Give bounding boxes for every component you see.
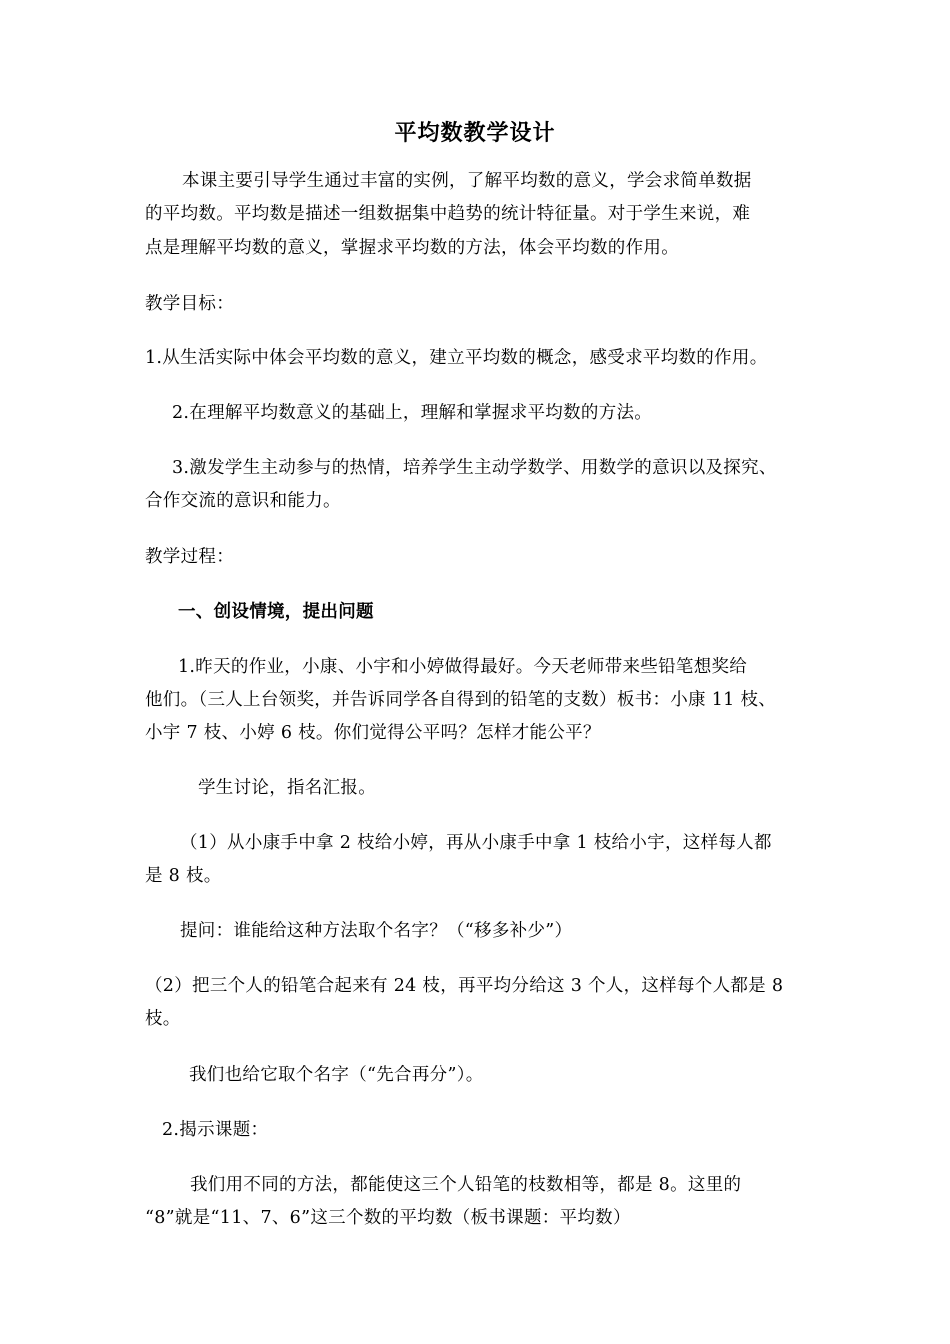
item-2-line-2: “8”就是“11、7、6”这三个数的平均数（板书课题：平均数） [145, 1208, 631, 1228]
goal-2: 2.在理解平均数意义的基础上，理解和掌握求平均数的方法。 [172, 403, 653, 423]
goals-heading: 教学目标： [145, 294, 234, 314]
goal-3-line-1: 3.激发学生主动参与的热情，培养学生主动学数学、用数学的意识以及探究、 [172, 458, 777, 478]
intro-line-1: 本课主要引导学生通过丰富的实例，了解平均数的意义，学会求简单数据 [182, 171, 752, 191]
section-1-heading: 一、创设情境，提出问题 [178, 602, 374, 622]
method-1-line-1: （1）从小康手中拿 2 枝给小婷，再从小康手中拿 1 枝给小宇，这样每人都 [180, 833, 772, 853]
document-title: 平均数教学设计 [394, 120, 556, 146]
section-1-item-1-line-2: 他们。（三人上台领奖，并告诉同学各自得到的铅笔的支数）板书：小康 11 枝、 [145, 690, 777, 710]
goal-1: 1.从生活实际中体会平均数的意义，建立平均数的概念，感受求平均数的作用。 [145, 348, 768, 368]
method-1-line-2: 是 8 枝。 [145, 866, 222, 886]
goal-3-line-2: 合作交流的意识和能力。 [145, 491, 341, 511]
method-2-line-2: 枝。 [145, 1009, 181, 1029]
method-2-line-1: （2）把三个人的铅笔合起来有 24 枝，再平均分给这 3 个人，这样每个人都是 8 [145, 976, 784, 996]
intro-line-2: 的平均数。平均数是描述一组数据集中趋势的统计特征量。对于学生来说，难 [145, 204, 751, 224]
section-1-item-1-line-3: 小宇 7 枝、小婷 6 枝。你们觉得公平吗？怎样才能公平？ [145, 723, 601, 743]
discussion-text: 学生讨论，指名汇报。 [198, 778, 376, 798]
item-2-line-1: 我们用不同的方法，都能使这三个人铅笔的枝数相等，都是 8。这里的 [190, 1175, 742, 1195]
intro-line-3: 点是理解平均数的意义，掌握求平均数的方法，体会平均数的作用。 [145, 238, 679, 258]
section-1-item-1-line-1: 1.昨天的作业，小康、小宇和小婷做得最好。今天老师带来些铅笔想奖给 [178, 657, 748, 677]
process-heading: 教学过程： [145, 547, 234, 567]
item-2-heading: 2.揭示课题： [162, 1120, 269, 1140]
naming-text: 我们也给它取个名字（“先合再分”）。 [189, 1065, 484, 1085]
question-text: 提问：谁能给这种方法取个名字？（“移多补少”） [180, 921, 573, 941]
